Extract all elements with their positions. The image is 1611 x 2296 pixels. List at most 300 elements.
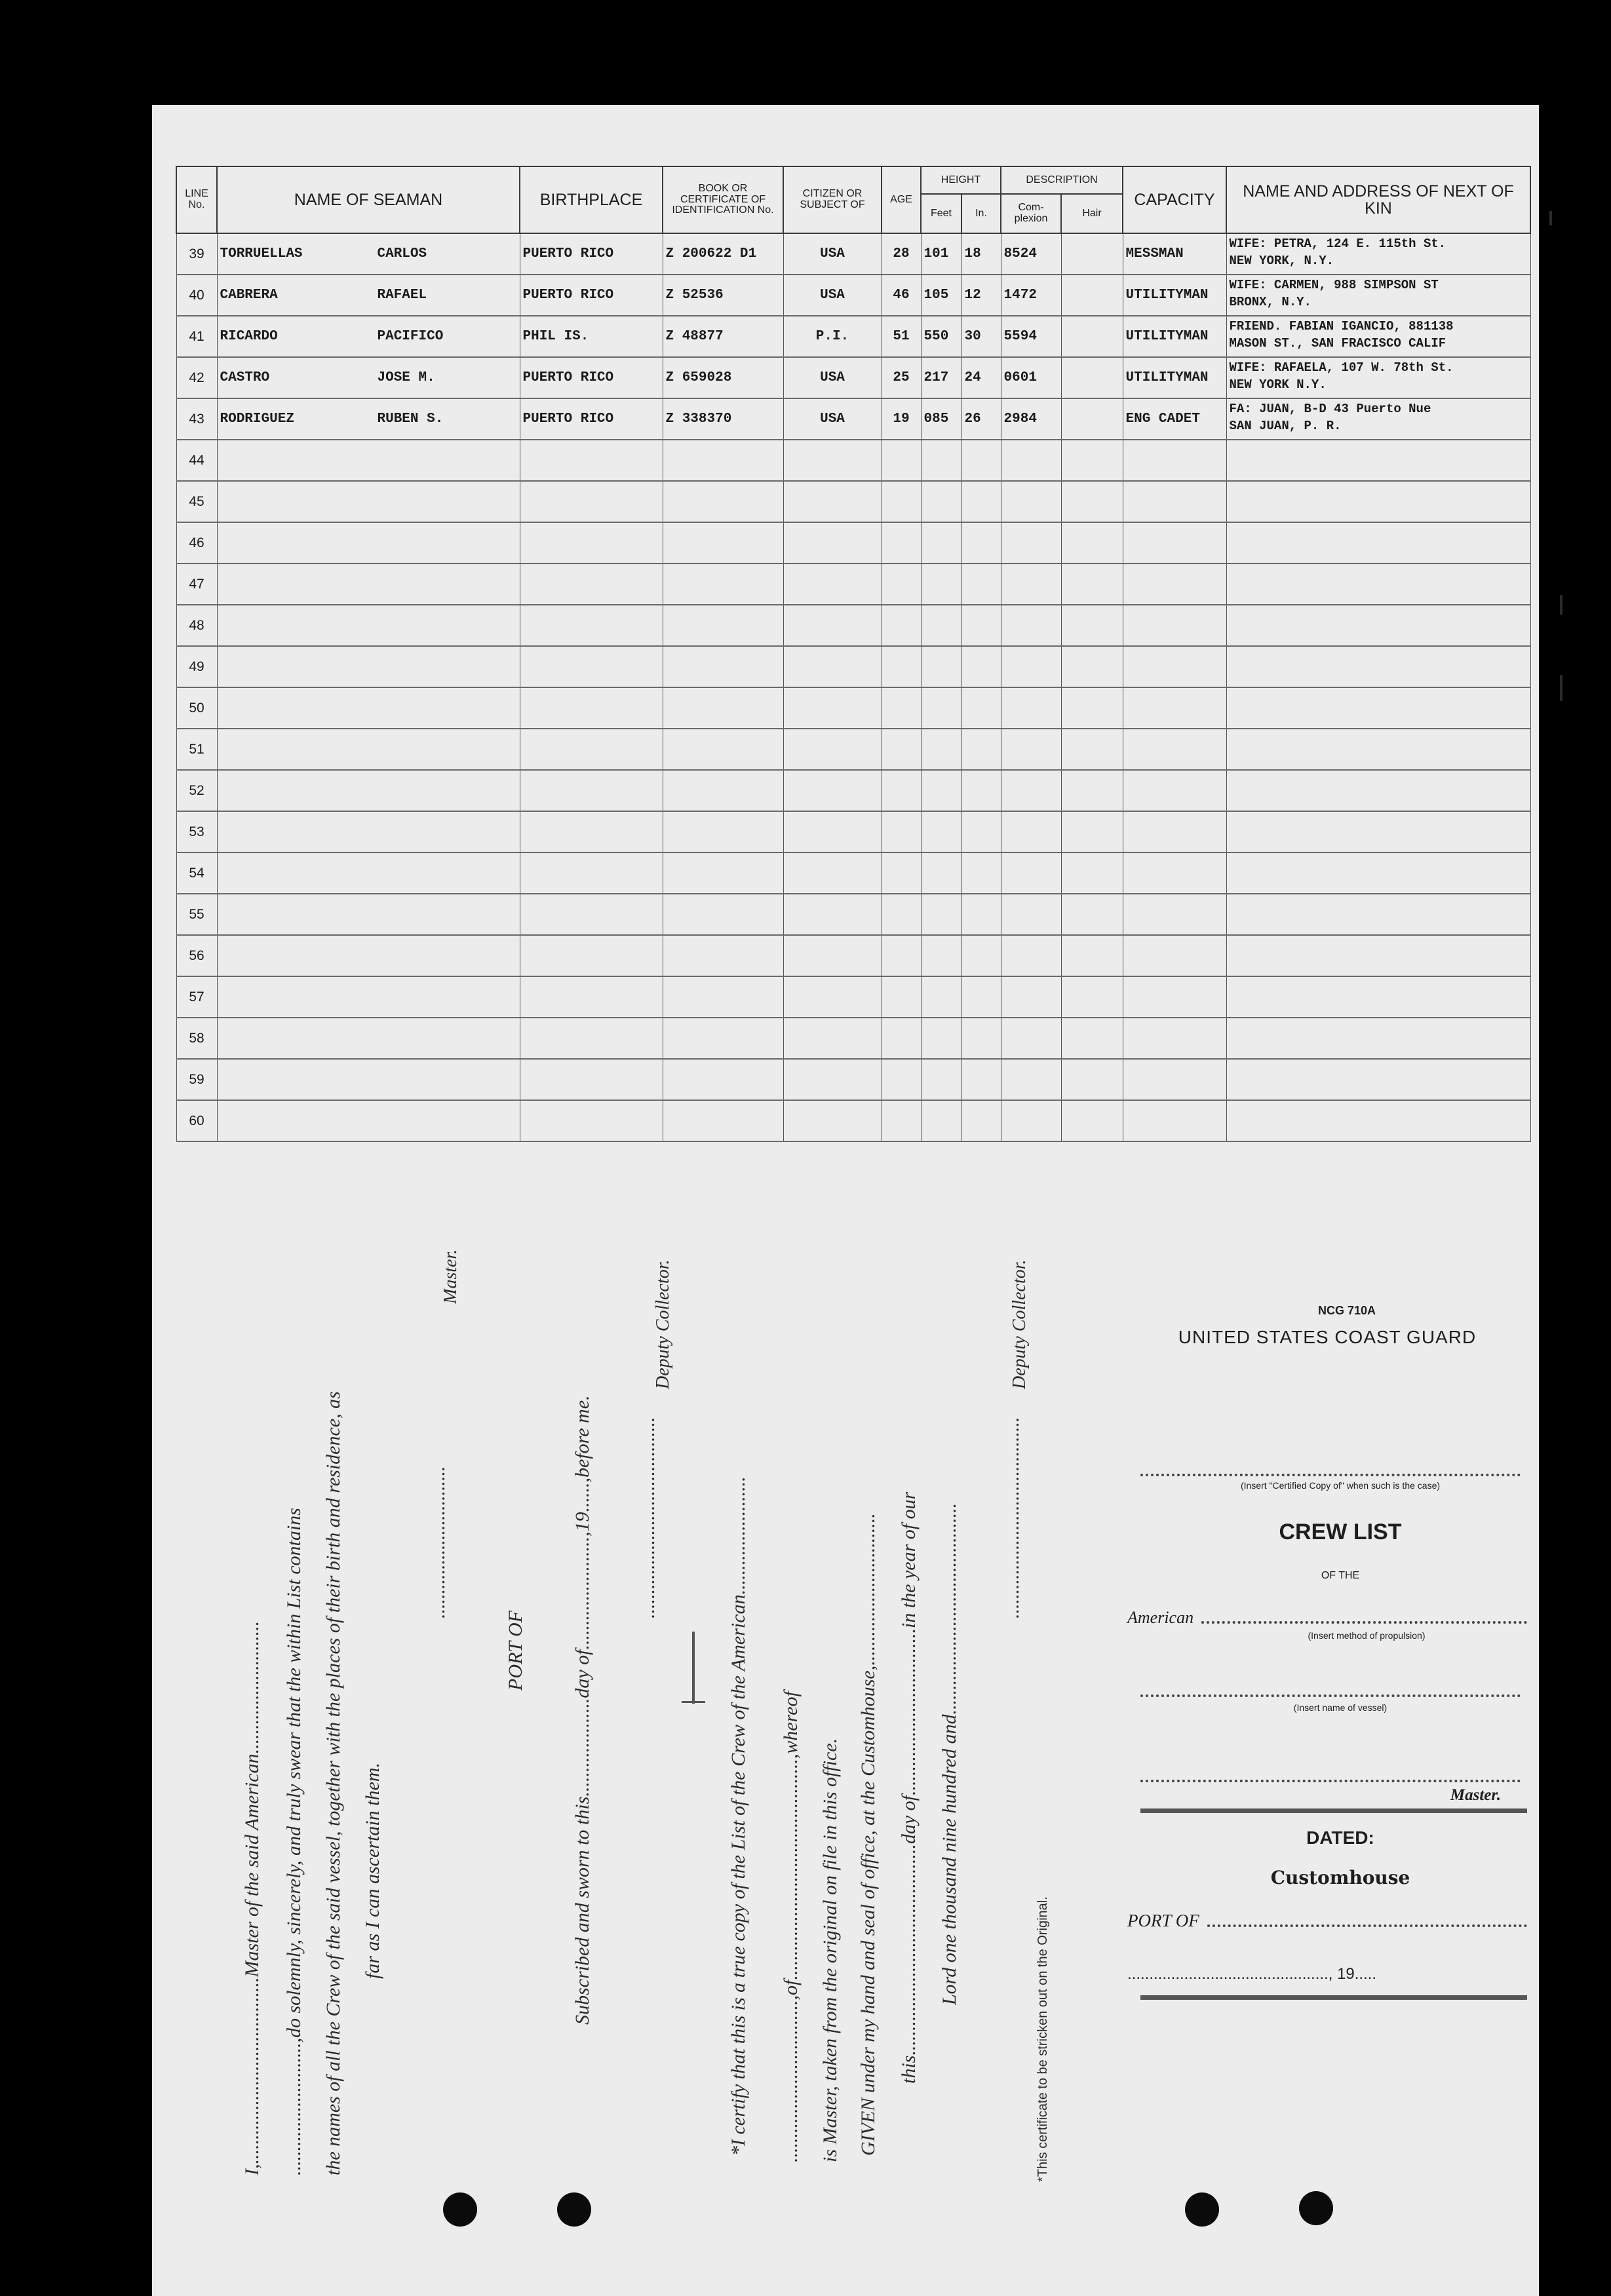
table-row — [176, 357, 1530, 398]
cover-rule — [1140, 1808, 1527, 1813]
complexion-cell — [1001, 481, 1061, 522]
book-number-cell — [663, 564, 783, 605]
book-number-cell: Z 338370 — [663, 398, 783, 440]
height-inches-cell — [961, 687, 1001, 729]
age-cell — [882, 481, 921, 522]
header-next-of-kin: NAME AND ADDRESS OF NEXT OF KIN — [1226, 166, 1530, 233]
table-row — [176, 233, 1530, 275]
binding-hole — [557, 2192, 591, 2227]
hair-cell — [1061, 275, 1123, 316]
height-feet-cell — [921, 687, 961, 729]
height-feet-cell — [921, 935, 961, 976]
next-of-kin-cell: WIFE: RAFAELA, 107 W. 78th St. NEW YORK N.Y. — [1226, 357, 1530, 398]
complexion-cell — [1001, 976, 1061, 1018]
customhouse-label: Customhouse — [1270, 1867, 1410, 1888]
complexion-cell — [1001, 1018, 1061, 1059]
height-inches-cell — [961, 605, 1001, 646]
height-inches-cell — [961, 770, 1001, 811]
header-description: DESCRIPTION — [1001, 166, 1123, 194]
height-feet-cell — [921, 1018, 961, 1059]
line-number-cell: 49 — [176, 646, 217, 687]
surname: CASTRO — [220, 370, 270, 385]
book-number-cell — [663, 1018, 783, 1059]
line-number-cell: 46 — [176, 522, 217, 564]
table-row — [176, 770, 1530, 811]
height-inches-cell — [961, 852, 1001, 894]
height-inches-cell — [961, 564, 1001, 605]
complexion-cell — [1001, 646, 1061, 687]
form-number: NCG 710A — [1317, 1304, 1376, 1317]
oath-port-of: PORT OF — [505, 1611, 526, 1691]
complexion-cell — [1001, 770, 1061, 811]
age-cell — [882, 646, 921, 687]
vessel-name-note: (Insert name of vessel) — [1293, 1702, 1388, 1713]
citizen-of-cell — [783, 440, 882, 481]
next-of-kin-cell — [1226, 1059, 1530, 1100]
port-of-label: PORT OF — [1127, 1911, 1199, 1930]
seaman-name-cell — [217, 770, 520, 811]
table-row — [176, 852, 1530, 894]
height-inches-cell — [961, 1018, 1001, 1059]
edge-mark — [1560, 595, 1562, 615]
hair-cell — [1061, 811, 1123, 852]
hair-cell — [1061, 729, 1123, 770]
height-feet-cell: 105 — [921, 275, 961, 316]
line-number-cell: 53 — [176, 811, 217, 852]
next-of-kin-cell — [1226, 811, 1530, 852]
oath-collector-line: ......................................... — [637, 1417, 659, 1618]
next-of-kin-cell — [1226, 440, 1530, 481]
table-row — [176, 316, 1530, 357]
height-inches-cell: 30 — [961, 316, 1001, 357]
age-cell: 51 — [882, 316, 921, 357]
birthplace-cell — [520, 522, 663, 564]
birthplace-cell: PUERTO RICO — [520, 398, 663, 440]
capacity-cell — [1123, 1018, 1226, 1059]
of-the-label: OF THE — [1321, 1570, 1360, 1581]
surname: RICARDO — [220, 329, 278, 344]
birthplace-cell — [520, 935, 663, 976]
edge-mark — [1560, 675, 1562, 701]
next-of-kin-cell — [1226, 852, 1530, 894]
table-row — [176, 605, 1530, 646]
capacity-cell: MESSMAN — [1123, 233, 1226, 275]
height-inches-cell — [961, 935, 1001, 976]
complexion-cell — [1001, 564, 1061, 605]
master-label: Master. — [440, 1249, 461, 1304]
book-number-cell: Z 48877 — [663, 316, 783, 357]
age-cell: 46 — [882, 275, 921, 316]
next-of-kin-cell — [1226, 522, 1530, 564]
complexion-cell — [1001, 811, 1061, 852]
height-feet-cell — [921, 729, 961, 770]
hair-cell — [1061, 1059, 1123, 1100]
capacity-cell — [1123, 605, 1226, 646]
book-number-cell — [663, 646, 783, 687]
citizen-of-cell — [783, 687, 882, 729]
capacity-cell — [1123, 1059, 1226, 1100]
book-number-cell — [663, 1100, 783, 1141]
citizen-of-cell — [783, 976, 882, 1018]
next-of-kin-cell — [1226, 564, 1530, 605]
table-row — [176, 1059, 1530, 1100]
age-cell — [882, 770, 921, 811]
citizen-of-cell: P.I. — [783, 316, 882, 357]
capacity-cell — [1123, 894, 1226, 935]
height-inches-cell — [961, 1100, 1001, 1141]
complexion-cell: 0601 — [1001, 357, 1061, 398]
next-of-kin-cell: WIFE: PETRA, 124 E. 115th St. NEW YORK, N.Y. — [1226, 233, 1530, 275]
header-hair: Hair — [1061, 194, 1123, 233]
header-book: BOOK OR CERTIFICATE OF IDENTIFICATION No. — [663, 166, 783, 233]
header-citizen: CITIZEN OR SUBJECT OF — [783, 166, 882, 233]
table-row — [176, 687, 1530, 729]
line-number-cell: 56 — [176, 935, 217, 976]
height-feet-cell — [921, 522, 961, 564]
birthplace-cell — [520, 687, 663, 729]
table-row — [176, 646, 1530, 687]
line-number-cell: 54 — [176, 852, 217, 894]
citizen-of-cell — [783, 1018, 882, 1059]
height-feet-cell — [921, 770, 961, 811]
line-number-cell: 51 — [176, 729, 217, 770]
citizen-of-cell — [783, 811, 882, 852]
book-number-cell — [663, 976, 783, 1018]
next-of-kin-cell — [1226, 687, 1530, 729]
birthplace-cell — [520, 976, 663, 1018]
next-of-kin-cell — [1226, 729, 1530, 770]
seaman-name-cell — [217, 522, 520, 564]
height-feet-cell — [921, 646, 961, 687]
citizen-of-cell: USA — [783, 233, 882, 275]
book-number-cell — [663, 811, 783, 852]
book-number-cell — [663, 852, 783, 894]
height-feet-cell — [921, 1100, 961, 1141]
capacity-cell — [1123, 522, 1226, 564]
cover-rule-bottom — [1140, 1995, 1527, 2000]
complexion-cell — [1001, 894, 1061, 935]
header-capacity: CAPACITY — [1123, 166, 1226, 233]
height-inches-cell — [961, 811, 1001, 852]
cover-panel — [1127, 1304, 1527, 2000]
birthplace-cell — [520, 770, 663, 811]
oath-line-1: I,......................................Master of the said American........................... — [241, 1620, 263, 2175]
next-of-kin-cell — [1226, 1100, 1530, 1141]
american-row — [1127, 1608, 1527, 1628]
citizen-of-cell — [783, 1059, 882, 1100]
next-of-kin-cell — [1226, 481, 1530, 522]
seaman-name-cell — [217, 894, 520, 935]
seaman-name-cell — [217, 233, 520, 275]
birthplace-cell — [520, 440, 663, 481]
line-number-cell: 40 — [176, 275, 217, 316]
citizen-of-cell — [783, 729, 882, 770]
age-cell — [882, 894, 921, 935]
capacity-cell: UTILITYMAN — [1123, 357, 1226, 398]
certificate-line-3: is Master, taken from the original on file in this office. — [819, 1738, 841, 2162]
seaman-name-cell — [217, 316, 520, 357]
citizen-of-cell — [783, 522, 882, 564]
citizen-of-cell — [783, 481, 882, 522]
certificate-line-6: Lord one thousand nine hundred and........................................... — [939, 1502, 960, 2005]
capacity-cell — [1123, 729, 1226, 770]
seaman-name-cell — [217, 1100, 520, 1141]
birthplace-cell — [520, 1059, 663, 1100]
birthplace-cell — [520, 811, 663, 852]
hair-cell — [1061, 398, 1123, 440]
crew-list-title: CREW LIST — [1279, 1520, 1402, 1544]
next-of-kin-cell — [1226, 894, 1530, 935]
header-birthplace: BIRTHPLACE — [520, 166, 663, 233]
complexion-cell — [1001, 440, 1061, 481]
header-inches: In. — [961, 194, 1001, 233]
age-cell — [882, 976, 921, 1018]
height-inches-cell — [961, 976, 1001, 1018]
birthplace-cell: PHIL IS. — [520, 316, 663, 357]
capacity-cell: UTILITYMAN — [1123, 275, 1226, 316]
header-age: AGE — [882, 166, 921, 233]
year-line: .............................................., 19..... — [1127, 1965, 1377, 1983]
certificate-footnote: *This certificate to be stricken out on the Original. — [1036, 1896, 1050, 2182]
seaman-name-cell — [217, 1018, 520, 1059]
certificate-line-5: this...........................................day of..................................in the year of our — [898, 1491, 920, 2084]
surname: TORRUELLAS — [220, 246, 303, 261]
height-inches-cell: 18 — [961, 233, 1001, 275]
height-feet-cell: 550 — [921, 316, 961, 357]
seaman-name-cell — [217, 687, 520, 729]
oath-line-3: the names of all the Crew of the said vessel, together with the places of their birth and residence, as — [322, 1391, 344, 2175]
line-number-cell: 59 — [176, 1059, 217, 1100]
propulsion-note: (Insert method of propulsion) — [1308, 1630, 1426, 1641]
seaman-name-cell — [217, 440, 520, 481]
seaman-name-cell — [217, 935, 520, 976]
age-cell — [882, 811, 921, 852]
seaman-name-cell — [217, 852, 520, 894]
certificate-collector-label: Deputy Collector. — [1009, 1259, 1030, 1389]
hair-cell — [1061, 605, 1123, 646]
hair-cell — [1061, 440, 1123, 481]
seaman-name-cell — [217, 976, 520, 1018]
height-feet-cell — [921, 440, 961, 481]
hair-cell — [1061, 233, 1123, 275]
header-complexion: Com-plexion — [1001, 194, 1061, 233]
oath-subscribed: Subscribed and sworn to this....................day of.......................,19......,before me. — [572, 1395, 593, 2025]
complexion-cell — [1001, 687, 1061, 729]
seaman-name-cell — [217, 564, 520, 605]
complexion-cell: 8524 — [1001, 233, 1061, 275]
agency-title: UNITED STATES COAST GUARD — [1178, 1327, 1477, 1347]
complexion-cell: 1472 — [1001, 275, 1061, 316]
certificate-line-4: GIVEN under my hand and seal of office, at the Customhouse,............................... — [857, 1513, 879, 2156]
height-feet-cell — [921, 1059, 961, 1100]
citizen-of-cell — [783, 935, 882, 976]
book-number-cell — [663, 894, 783, 935]
table-row — [176, 894, 1530, 935]
header-feet: Feet — [921, 194, 961, 233]
height-feet-cell — [921, 894, 961, 935]
citizen-of-cell — [783, 852, 882, 894]
table-row — [176, 811, 1530, 852]
binding-hole — [1299, 2191, 1333, 2225]
line-number-cell: 55 — [176, 894, 217, 935]
capacity-cell — [1123, 564, 1226, 605]
complexion-cell: 5594 — [1001, 316, 1061, 357]
height-inches-cell: 24 — [961, 357, 1001, 398]
height-inches-cell — [961, 440, 1001, 481]
citizen-of-cell — [783, 564, 882, 605]
certified-copy-line — [1140, 1472, 1521, 1476]
seaman-name-cell — [217, 357, 520, 398]
birthplace-cell: PUERTO RICO — [520, 275, 663, 316]
birthplace-cell — [520, 481, 663, 522]
capacity-cell — [1123, 481, 1226, 522]
height-inches-cell — [961, 1059, 1001, 1100]
table-row — [176, 440, 1530, 481]
age-cell — [882, 1059, 921, 1100]
seaman-name-cell — [217, 481, 520, 522]
seaman-name-cell — [217, 605, 520, 646]
vessel-name-line — [1140, 1693, 1521, 1697]
citizen-of-cell: USA — [783, 275, 882, 316]
oath-line-4: far as I can ascertain them. — [362, 1763, 383, 1979]
given-name: RAFAEL — [377, 288, 427, 303]
age-cell — [882, 687, 921, 729]
capacity-cell — [1123, 440, 1226, 481]
height-inches-cell: 26 — [961, 398, 1001, 440]
citizen-of-cell — [783, 605, 882, 646]
surname: CABRERA — [220, 288, 278, 303]
hair-cell — [1061, 935, 1123, 976]
citizen-of-cell — [783, 770, 882, 811]
age-cell — [882, 935, 921, 976]
citizen-of-cell — [783, 646, 882, 687]
height-feet-cell — [921, 564, 961, 605]
complexion-cell — [1001, 1100, 1061, 1141]
hair-cell — [1061, 1018, 1123, 1059]
table-row — [176, 1018, 1530, 1059]
age-cell — [882, 1018, 921, 1059]
next-of-kin-cell — [1226, 646, 1530, 687]
port-of-row — [1127, 1911, 1527, 1931]
cover-master-label: Master. — [1450, 1786, 1501, 1804]
given-name: JOSE M. — [377, 370, 435, 385]
next-of-kin-cell — [1226, 935, 1530, 976]
age-cell — [882, 729, 921, 770]
seaman-name-cell — [217, 398, 520, 440]
next-of-kin-cell — [1226, 770, 1530, 811]
binding-hole — [1185, 2192, 1219, 2227]
birthplace-cell — [520, 852, 663, 894]
hair-cell — [1061, 976, 1123, 1018]
hair-cell — [1061, 316, 1123, 357]
table-row — [176, 398, 1530, 440]
port-line — [1207, 1923, 1527, 1927]
table-row — [176, 729, 1530, 770]
age-cell — [882, 440, 921, 481]
capacity-cell — [1123, 646, 1226, 687]
capacity-cell — [1123, 811, 1226, 852]
header-height: HEIGHT — [921, 166, 1001, 194]
edge-mark — [1549, 211, 1552, 225]
complexion-cell — [1001, 522, 1061, 564]
binding-hole — [443, 2192, 477, 2227]
height-feet-cell — [921, 811, 961, 852]
line-number-cell: 41 — [176, 316, 217, 357]
header-line-no: LINE No. — [176, 166, 217, 233]
height-feet-cell — [921, 852, 961, 894]
complexion-cell — [1001, 852, 1061, 894]
table-row — [176, 935, 1530, 976]
complexion-cell — [1001, 935, 1061, 976]
hair-cell — [1061, 770, 1123, 811]
book-number-cell: Z 52536 — [663, 275, 783, 316]
seaman-name-cell — [217, 1059, 520, 1100]
divider-bar — [692, 1632, 695, 1704]
age-cell — [882, 605, 921, 646]
hair-cell — [1061, 564, 1123, 605]
citizen-of-cell — [783, 894, 882, 935]
complexion-cell — [1001, 1059, 1061, 1100]
hair-cell — [1061, 687, 1123, 729]
height-inches-cell — [961, 729, 1001, 770]
master-signature-line: ............................... — [427, 1466, 449, 1618]
oath-collector-label: Deputy Collector. — [653, 1259, 673, 1389]
birthplace-cell — [520, 605, 663, 646]
height-feet-cell — [921, 605, 961, 646]
age-cell — [882, 522, 921, 564]
height-inches-cell — [961, 522, 1001, 564]
crew-table — [176, 166, 1531, 1142]
age-cell: 25 — [882, 357, 921, 398]
line-number-cell: 47 — [176, 564, 217, 605]
certificate-line-2: .................................,of.............................................,whereof — [780, 1691, 802, 2162]
table-row — [176, 522, 1530, 564]
next-of-kin-cell: FRIEND. FABIAN IGANCIO, 881138 MASON ST., SAN FRACISCO CALIF — [1226, 316, 1530, 357]
book-number-cell: Z 659028 — [663, 357, 783, 398]
header-name: NAME OF SEAMAN — [217, 166, 520, 233]
book-number-cell — [663, 605, 783, 646]
book-number-cell — [663, 440, 783, 481]
birthplace-cell — [520, 646, 663, 687]
citizen-of-cell — [783, 1100, 882, 1141]
height-inches-cell — [961, 646, 1001, 687]
line-number-cell: 50 — [176, 687, 217, 729]
seaman-name-cell — [217, 275, 520, 316]
capacity-cell — [1123, 770, 1226, 811]
hair-cell — [1061, 1100, 1123, 1141]
age-cell — [882, 852, 921, 894]
height-inches-cell — [961, 894, 1001, 935]
table-row — [176, 1100, 1530, 1141]
birthplace-cell — [520, 1100, 663, 1141]
capacity-cell — [1123, 687, 1226, 729]
hair-cell — [1061, 481, 1123, 522]
hair-cell — [1061, 522, 1123, 564]
line-number-cell: 60 — [176, 1100, 217, 1141]
seaman-name-cell — [217, 811, 520, 852]
book-number-cell — [663, 729, 783, 770]
citizen-of-cell: USA — [783, 357, 882, 398]
surname: RODRIGUEZ — [220, 411, 294, 427]
height-feet-cell: 085 — [921, 398, 961, 440]
hair-cell — [1061, 852, 1123, 894]
book-number-cell — [663, 481, 783, 522]
capacity-cell — [1123, 852, 1226, 894]
complexion-cell — [1001, 729, 1061, 770]
next-of-kin-cell: WIFE: CARMEN, 988 SIMPSON ST BRONX, N.Y. — [1226, 275, 1530, 316]
hair-cell — [1061, 894, 1123, 935]
certified-copy-note: (Insert "Certified Copy of" when such is the case) — [1240, 1480, 1441, 1491]
